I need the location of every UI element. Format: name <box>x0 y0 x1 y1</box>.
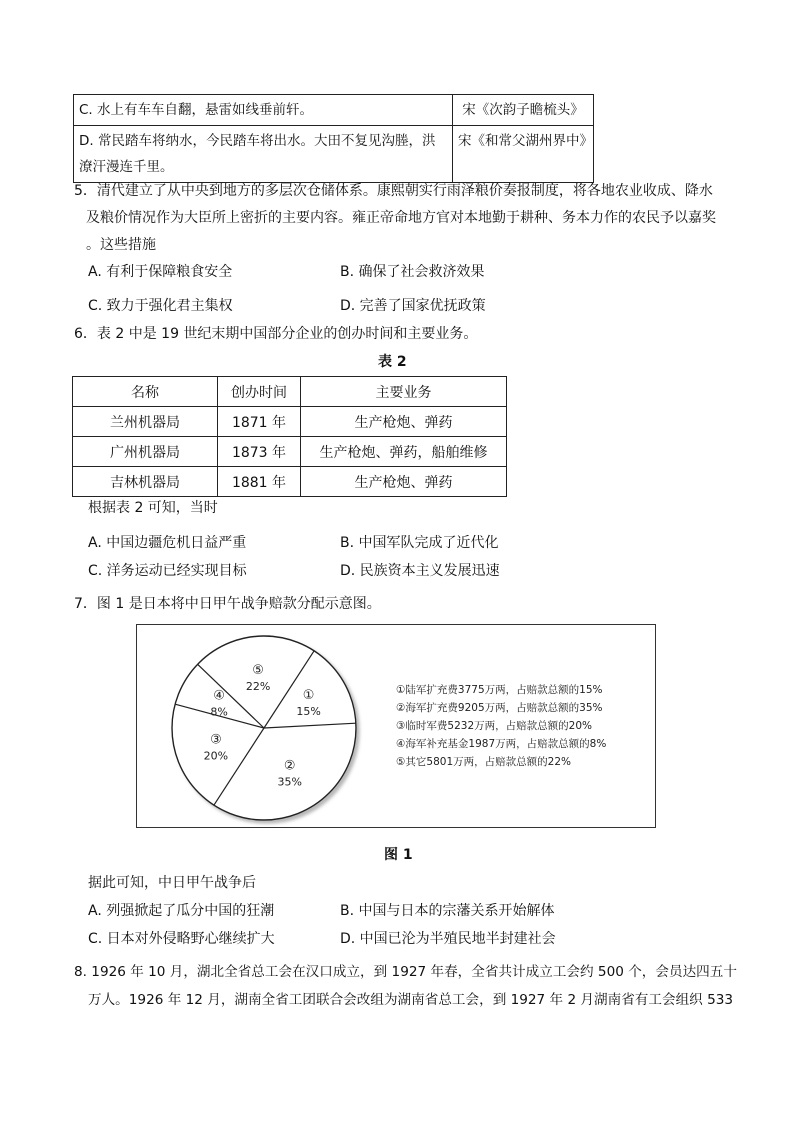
table-cell: 兰州机器局 <box>73 407 218 437</box>
table-cell: 吉林机器局 <box>73 467 218 497</box>
cell-text: 潦汗漫连千里。 <box>79 159 174 175</box>
pie-slice-label: 15% <box>296 705 321 719</box>
table-row <box>73 467 507 497</box>
cell-text: C. 水上有车车自翻，悬雷如线垂前轩。 <box>79 102 314 118</box>
legend-item: ⑤其它5801万两，占赔款总额的22% <box>396 756 571 768</box>
q7-option-b[interactable]: B. 中国与日本的宗藩关系开始解体 <box>340 903 555 919</box>
pie-slice-label: 35% <box>277 775 302 789</box>
pie-slice-marker: ⑤ <box>252 662 264 678</box>
table-row <box>73 437 507 467</box>
q6-option-b[interactable]: B. 中国军队完成了近代化 <box>340 535 499 551</box>
enterprise-table <box>72 376 507 497</box>
pie-slice-marker: ③ <box>210 732 222 748</box>
cell-source: 宋《次韵子瞻梳头》 <box>462 102 584 118</box>
table-cell <box>74 95 453 126</box>
legend-item: ④海军补充基金1987万两，占赔款总额的8% <box>396 738 607 750</box>
table-title: 表 2 <box>378 354 407 370</box>
pie-slice-label: 8% <box>210 705 228 719</box>
pie-slice-marker: ② <box>283 758 296 774</box>
col-header: 创办时间 <box>218 377 301 407</box>
q6-stem: 6．表 2 中是 19 世纪末期中国部分企业的创办时间和主要业务。 <box>74 326 478 342</box>
q6-option-d[interactable]: D. 民族资本主义发展迅速 <box>340 563 500 579</box>
pie-slice-marker: ④ <box>213 688 225 704</box>
q5-stem-line: 。这些措施 <box>86 237 156 253</box>
table-cell: 生产枪炮、弹药 <box>301 467 507 497</box>
source-table <box>73 94 594 183</box>
q7-after: 据此可知，中日甲午战争后 <box>88 875 256 891</box>
q8-line: 万人。1926 年 12 月，湖南全省工团联合会改组为湖南省总工会，到 1927 年 2 月湖南省有工会组织 533 <box>88 992 734 1008</box>
figure-caption: 图 1 <box>384 847 413 863</box>
table-cell <box>74 126 453 183</box>
table-cell: 生产枪炮、弹药 <box>301 407 507 437</box>
q7-option-d[interactable]: D. 中国已沦为半殖民地半封建社会 <box>340 931 556 947</box>
table-cell <box>453 95 594 126</box>
q6-after: 根据表 2 可知，当时 <box>88 500 218 516</box>
table-cell: 1881 年 <box>218 467 301 497</box>
q7-stem: 7．图 1 是日本将中日甲午战争赔款分配示意图。 <box>74 596 381 612</box>
table-row <box>74 126 594 183</box>
q5-option-c[interactable]: C. 致力于强化君主集权 <box>88 298 233 314</box>
q5-option-a[interactable]: A. 有利于保障粮食安全 <box>88 264 233 280</box>
col-header: 名称 <box>73 377 218 407</box>
table-cell: 1873 年 <box>218 437 301 467</box>
legend-item: ①陆军扩充费3775万两，占赔款总额的15% <box>396 684 603 696</box>
q7-option-c[interactable]: C. 日本对外侵略野心继续扩大 <box>88 931 275 947</box>
q5-stem-line: 及粮价情况作为大臣所上密折的主要内容。雍正帝命地方官对本地勤于耕种、务本力作的农民予以嘉奖 <box>86 210 716 226</box>
table-cell: 1871 年 <box>218 407 301 437</box>
q5-stem-line: 5．清代建立了从中央到地方的多层次仓储体系。康熙朝实行雨泽粮价奏报制度，将各地农业收成、降水 <box>74 183 713 199</box>
q5-option-b[interactable]: B. 确保了社会救济效果 <box>340 264 485 280</box>
pie-slice-label: 22% <box>245 679 271 693</box>
legend-item: ③临时军费5232万两，占赔款总额的20% <box>396 720 592 732</box>
legend-item: ②海军扩充费9205万两，占赔款总额的35% <box>396 702 603 714</box>
table-row <box>74 95 594 126</box>
table-cell: 广州机器局 <box>73 437 218 467</box>
cell-source: 宋《和常父湖州界中》 <box>458 133 593 149</box>
table-header-row <box>73 377 507 407</box>
table-cell: 生产枪炮、弹药，船舶维修 <box>301 437 507 467</box>
col-header: 主要业务 <box>301 377 507 407</box>
q5-option-d[interactable]: D. 完善了国家优抚政策 <box>340 298 486 314</box>
q6-option-a[interactable]: A. 中国边疆危机日益严重 <box>88 535 247 551</box>
pie-slice-label: 20% <box>203 749 229 763</box>
table-cell <box>453 126 594 183</box>
q8-line: 8. 1926 年 10 月，湖北全省总工会在汉口成立，到 1927 年春，全省共计成立工会约 500 个，会员达四五十 <box>74 964 737 980</box>
pie-slice-marker: ① <box>302 688 315 704</box>
q7-option-a[interactable]: A. 列强掀起了瓜分中国的狂潮 <box>88 903 275 919</box>
q6-option-c[interactable]: C. 洋务运动已经实现目标 <box>88 563 247 579</box>
cell-text: D. 常民踏车将纳水，今民踏车将出水。大田不复见沟塍，洪 <box>79 133 436 149</box>
table-row <box>73 407 507 437</box>
indemnity-pie-figure <box>136 624 656 828</box>
